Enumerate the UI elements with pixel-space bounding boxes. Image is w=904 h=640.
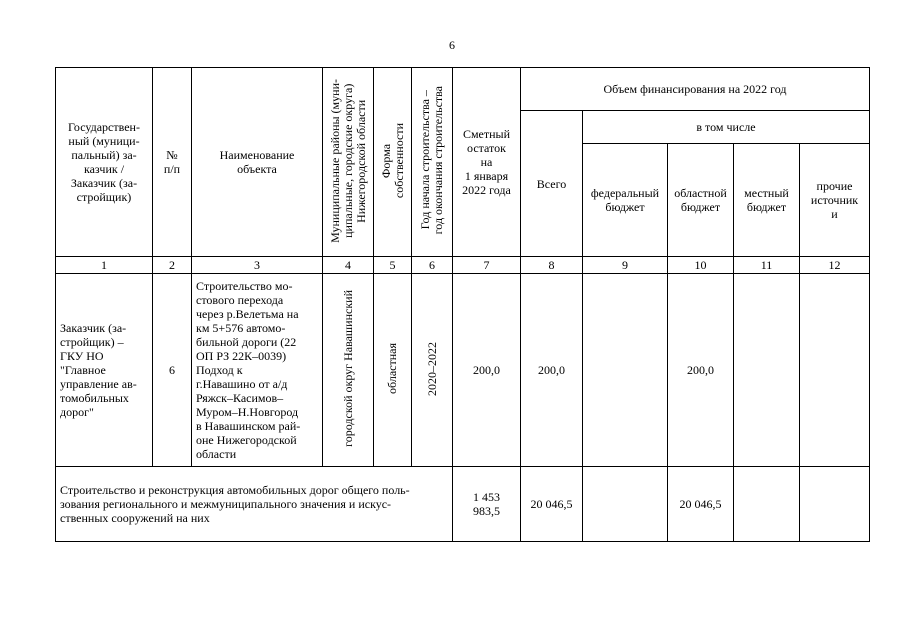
summary-estimate: 1 453 983,5 [453,467,521,542]
header-customer: Государствен- ный (муници- пальный) за- казчик / Заказчик (за- стройщик) [56,68,153,257]
funding-table [55,67,870,542]
row-federal [583,274,668,467]
header-federal: федеральный бюджет [583,144,668,257]
column-number: 7 [453,257,521,274]
column-number: 3 [192,257,323,274]
row-years: 2020–2022 [424,341,439,396]
summary-local [734,467,800,542]
row-name: Строительство мо- стового перехода через р.Велетьма на км 5+576 автомо- бильной дороги (22 ОП РЗ 22К–0039) Подход к г.Навашино от а/д Ряжск–Касимов– Муром–Н.Новгород в Навашинском рай- оне Нижегородской области [192,274,323,467]
header-ownership-cell [374,68,412,257]
header-including: в том числе [583,111,870,144]
column-number: 9 [583,257,668,274]
row-num: 6 [153,274,192,467]
column-number: 8 [521,257,583,274]
row-ownership-cell [374,274,412,467]
row-local [734,274,800,467]
column-number: 11 [734,257,800,274]
summary-total: 20 046,5 [521,467,583,542]
row-district: городской округ Навашинский [340,290,355,447]
row-regional: 200,0 [668,274,734,467]
header-row-1 [56,68,870,111]
header-name: Наименование объекта [192,68,323,257]
header-funding-group: Объем финансирования на 2022 год [521,68,870,111]
summary-other [800,467,870,542]
row-other [800,274,870,467]
column-number: 12 [800,257,870,274]
table-row [56,274,870,467]
header-regional: областной бюджет [668,144,734,257]
header-years: Год начала строительства – год окончания строительства [418,86,445,235]
summary-federal [583,467,668,542]
column-number: 1 [56,257,153,274]
column-number: 4 [323,257,374,274]
header-district: Муниципальные районы (муни- ципальные, городские округа) Нижегородской области [327,78,368,243]
row-years-cell [412,274,453,467]
row-estimate: 200,0 [453,274,521,467]
header-years-cell [412,68,453,257]
header-local: местный бюджет [734,144,800,257]
summary-regional: 20 046,5 [668,467,734,542]
header-ownership: Форма собственности [378,122,406,199]
header-estimate: Сметный остаток на 1 января 2022 года [453,68,521,257]
column-number-row [56,257,870,274]
summary-label: Строительство и реконструкция автомобильных дорог общего поль- зования регионального и межмуниципального значения и искус- ственных сооружений на них [56,467,453,542]
column-number: 5 [374,257,412,274]
row-customer: Заказчик (за- стройщик) – ГКУ НО "Главное управление ав- томобильных дорог" [56,274,153,467]
column-number: 2 [153,257,192,274]
column-number: 10 [668,257,734,274]
header-other: прочие источник и [800,144,870,257]
header-total: Всего [521,111,583,257]
header-num: № п/п [153,68,192,257]
column-number: 6 [412,257,453,274]
row-total: 200,0 [521,274,583,467]
row-district-cell [323,274,374,467]
row-ownership: областная [385,343,399,394]
header-district-cell [323,68,374,257]
summary-row [56,467,870,542]
page-number: 6 [449,38,455,52]
